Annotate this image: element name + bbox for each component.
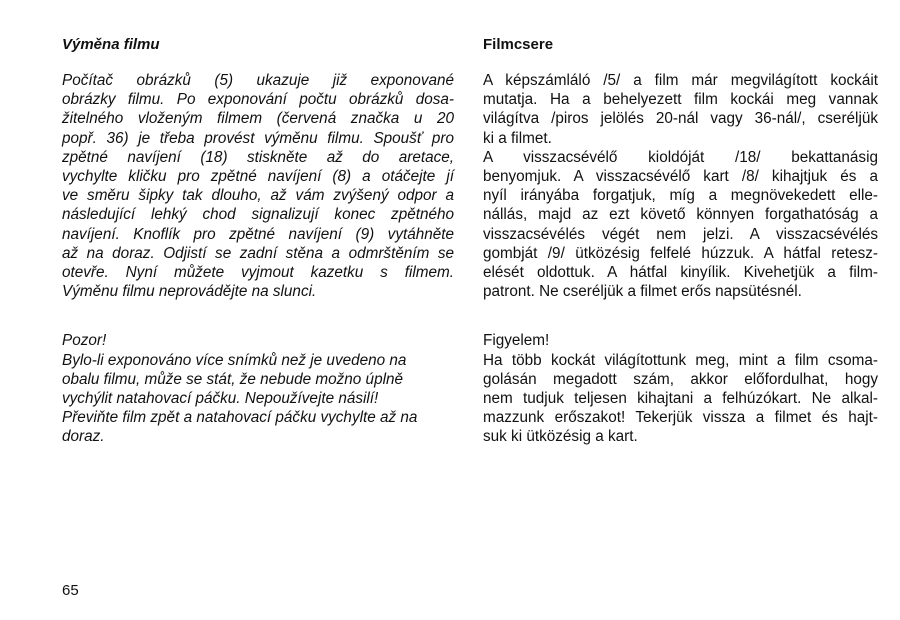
text-line: až na doraz. Odjistí se zadní stěna a odmrštěním se xyxy=(62,244,454,262)
text-line: Výměnu filmu neprovádějte na slunci. xyxy=(62,283,317,301)
text-line: mazzunk erőszakot! Tekerjük vissza a filmet és hajt- xyxy=(483,409,878,427)
text-line: visszacsévélés végét nem jelzi. A visszacsévélés xyxy=(483,225,878,243)
text-line: nyíl irányába forgatjuk, míg a megnövekedett elle- xyxy=(483,187,878,205)
text-line: doraz. xyxy=(62,428,105,446)
text-line: obrázky filmu. Po exponování počtu obrázků dosa- xyxy=(62,91,454,109)
text-line: navíjení. Knoflík pro zpětné navíjení (9) vytáhněte xyxy=(62,225,454,243)
czech-column xyxy=(62,36,454,447)
text-line: nállás, majd az ezt követő könnyen forgathatóság a xyxy=(483,206,878,224)
text-line: zpětné navíjení (18) stiskněte až do aretace, xyxy=(62,148,454,166)
paragraph-warning-czech xyxy=(62,351,454,447)
text-line: žitelného vloženým filmem (červená značka u 20 xyxy=(62,110,454,128)
text-line: suk ki ütközésig a kart. xyxy=(483,428,638,446)
section-title-czech: Výměna filmu xyxy=(62,36,160,53)
text-line: világítva /piros jelölés 20-nál vagy 36-nál/, cseréljük xyxy=(483,110,878,128)
paragraph-warning-hungarian xyxy=(483,351,878,447)
text-line: obalu filmu, může se stát, že nebude možno úplně xyxy=(62,370,403,388)
section-title-hungarian: Filmcsere xyxy=(483,36,554,53)
text-line: patront. Ne cseréljük a filmet erős napsütésnél. xyxy=(483,283,802,301)
text-line: vychýlit natahovací páčku. Nepoužívejte násilí! xyxy=(62,390,379,408)
text-line: A visszacsévélő kioldóját /18/ bekattanásig xyxy=(483,148,878,166)
hungarian-column xyxy=(483,36,878,447)
text-line: Ha több kockát világítottunk meg, mint a film csoma- xyxy=(483,351,878,369)
text-line: mutatja. Ha a behelyezett film kockái meg vannak xyxy=(483,91,878,109)
warning-title-czech: Pozor! xyxy=(62,332,107,350)
text-line: gombját /9/ ütközésig felfelé húzzuk. A hátfal retesz- xyxy=(483,244,878,262)
text-line: Bylo-li exponováno více snímků než je uvedeno na xyxy=(62,351,407,369)
text-line: ve směru šipky tak dlouho, až vám zvýšený odpor a xyxy=(62,187,454,205)
text-line: benyomjuk. A visszacsévélő kart /8/ kihajtjuk és a xyxy=(483,168,878,186)
text-line: nem tudjuk teljesen kihajtani a felhúzókart. Ne alkal- xyxy=(483,390,878,408)
text-line: otevře. Nyní můžete vyjmout kazetku s filmem. xyxy=(62,264,454,282)
text-line: následující lehký chod signalizují konec zpětného xyxy=(62,206,454,224)
text-line: ki a filmet. xyxy=(483,129,552,147)
text-line: A képszámláló /5/ a film már megvilágított kockáit xyxy=(483,72,878,89)
paragraph-film-change-czech xyxy=(62,71,454,301)
text-line: Převiňte film zpět a natahovací páčku vychylte až na xyxy=(62,409,418,427)
text-line: elését oldottuk. A hátfal kinyílik. Kivehetjük a film- xyxy=(483,264,878,282)
warning-title-hungarian: Figyelem! xyxy=(483,332,550,350)
paragraph-film-change-hungarian xyxy=(483,71,878,301)
text-line: golásán megadott szám, akkor előfordulhat, hogy xyxy=(483,370,878,388)
text-line: Počítač obrázků (5) ukazuje již exponované xyxy=(62,72,454,89)
page-number: 65 xyxy=(62,582,79,599)
text-line: popř. 36) je třeba provést výměnu filmu. Spoušť pro xyxy=(62,129,454,147)
text-line: vychylte kličku pro zpětné navíjení (8) a otáčejte jí xyxy=(62,168,454,186)
